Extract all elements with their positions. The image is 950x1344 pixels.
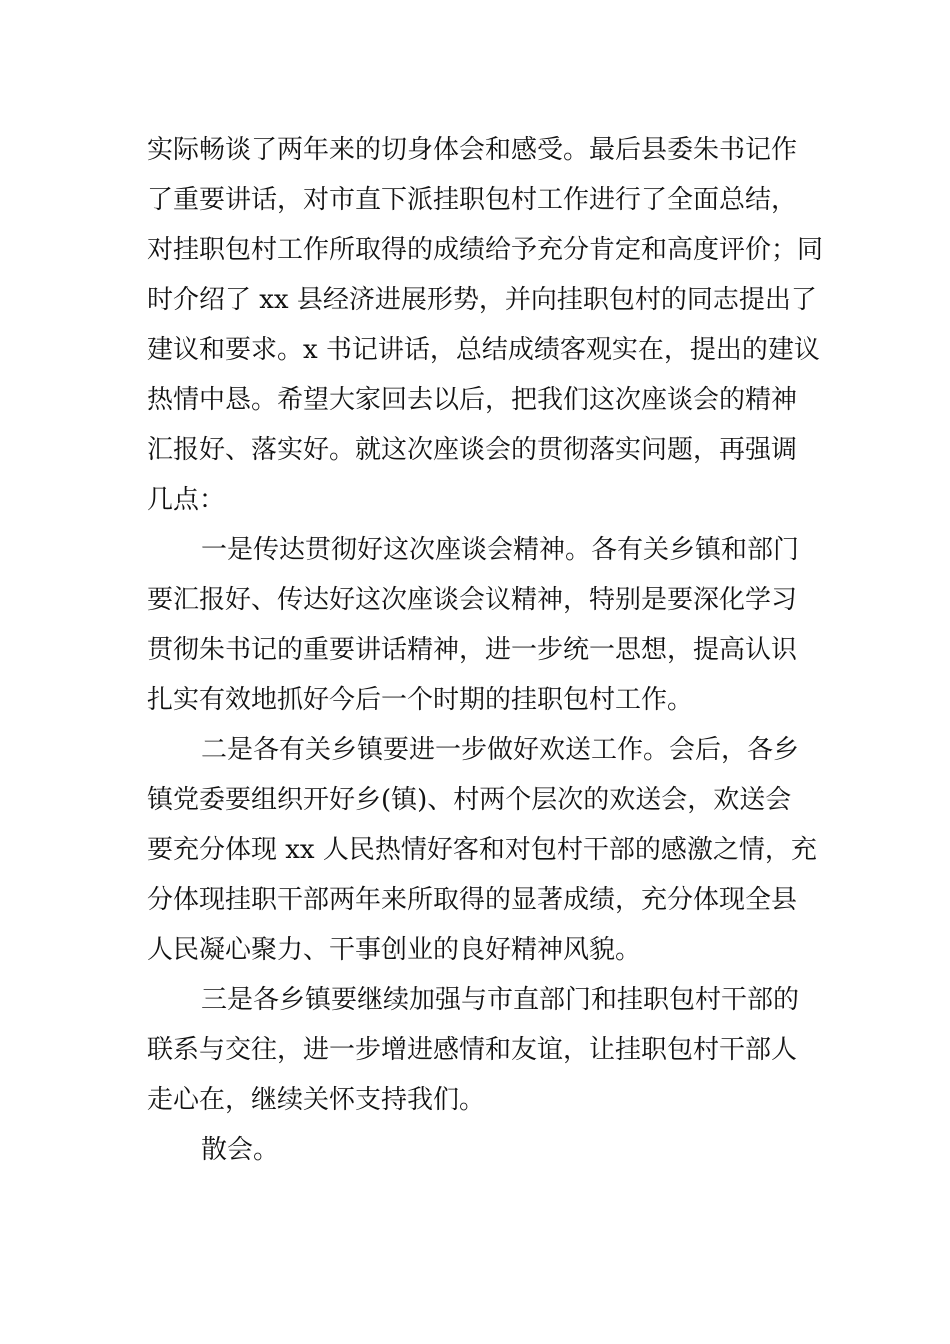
paragraph-intro-continuation	[147, 125, 824, 525]
text-line: 三是各乡镇要继续加强与市直部门和挂职包村干部的	[201, 985, 800, 1015]
paragraph-point-two	[147, 725, 817, 975]
text-line: 散会。	[201, 1135, 280, 1165]
paragraph-closing	[147, 1125, 817, 1175]
text-line: 要充分体现 xx 人民热情好客和对包村干部的感激之情，充	[147, 835, 817, 865]
text-line: 建议和要求。x 书记讲话，总结成绩客观实在，提出的建议	[147, 335, 820, 365]
text-line: 扎实有效地抓好今后一个时期的挂职包村工作。	[147, 685, 694, 715]
text-line: 时介绍了 xx 县经济进展形势，并向挂职包村的同志提出了	[147, 285, 817, 315]
text-line: 热情中恳。希望大家回去以后，把我们这次座谈会的精神	[147, 385, 798, 415]
text-line: 分体现挂职干部两年来所取得的显著成绩，充分体现全县	[147, 885, 798, 915]
text-line: 贯彻朱书记的重要讲话精神，进一步统一思想，提高认识	[147, 635, 798, 665]
paragraph-point-three	[147, 975, 817, 1125]
paragraph-point-one	[147, 525, 817, 725]
text-line: 二是各有关乡镇要进一步做好欢送工作。会后，各乡	[201, 735, 800, 765]
text-line: 一是传达贯彻好这次座谈会精神。各有关乡镇和部门	[201, 535, 800, 565]
text-line: 要汇报好、传达好这次座谈会议精神，特别是要深化学习	[147, 585, 798, 615]
text-line: 人民凝心聚力、干事创业的良好精神风貌。	[147, 935, 642, 965]
text-line: 实际畅谈了两年来的切身体会和感受。最后县委朱书记作	[147, 135, 798, 165]
text-line: 镇党委要组织开好乡(镇)、村两个层次的欢送会，欢送会	[147, 785, 792, 815]
text-line: 走心在，继续关怀支持我们。	[147, 1085, 486, 1115]
text-line: 联系与交往，进一步增进感情和友谊，让挂职包村干部人	[147, 1035, 798, 1065]
text-line: 了重要讲话，对市直下派挂职包村工作进行了全面总结，	[147, 185, 798, 215]
text-line: 几点：	[147, 485, 226, 515]
text-line: 对挂职包村工作所取得的成绩给予充分肯定和高度评价；同	[147, 235, 824, 265]
text-line: 汇报好、落实好。就这次座谈会的贯彻落实问题，再强调	[147, 435, 798, 465]
document-body	[147, 125, 824, 1175]
